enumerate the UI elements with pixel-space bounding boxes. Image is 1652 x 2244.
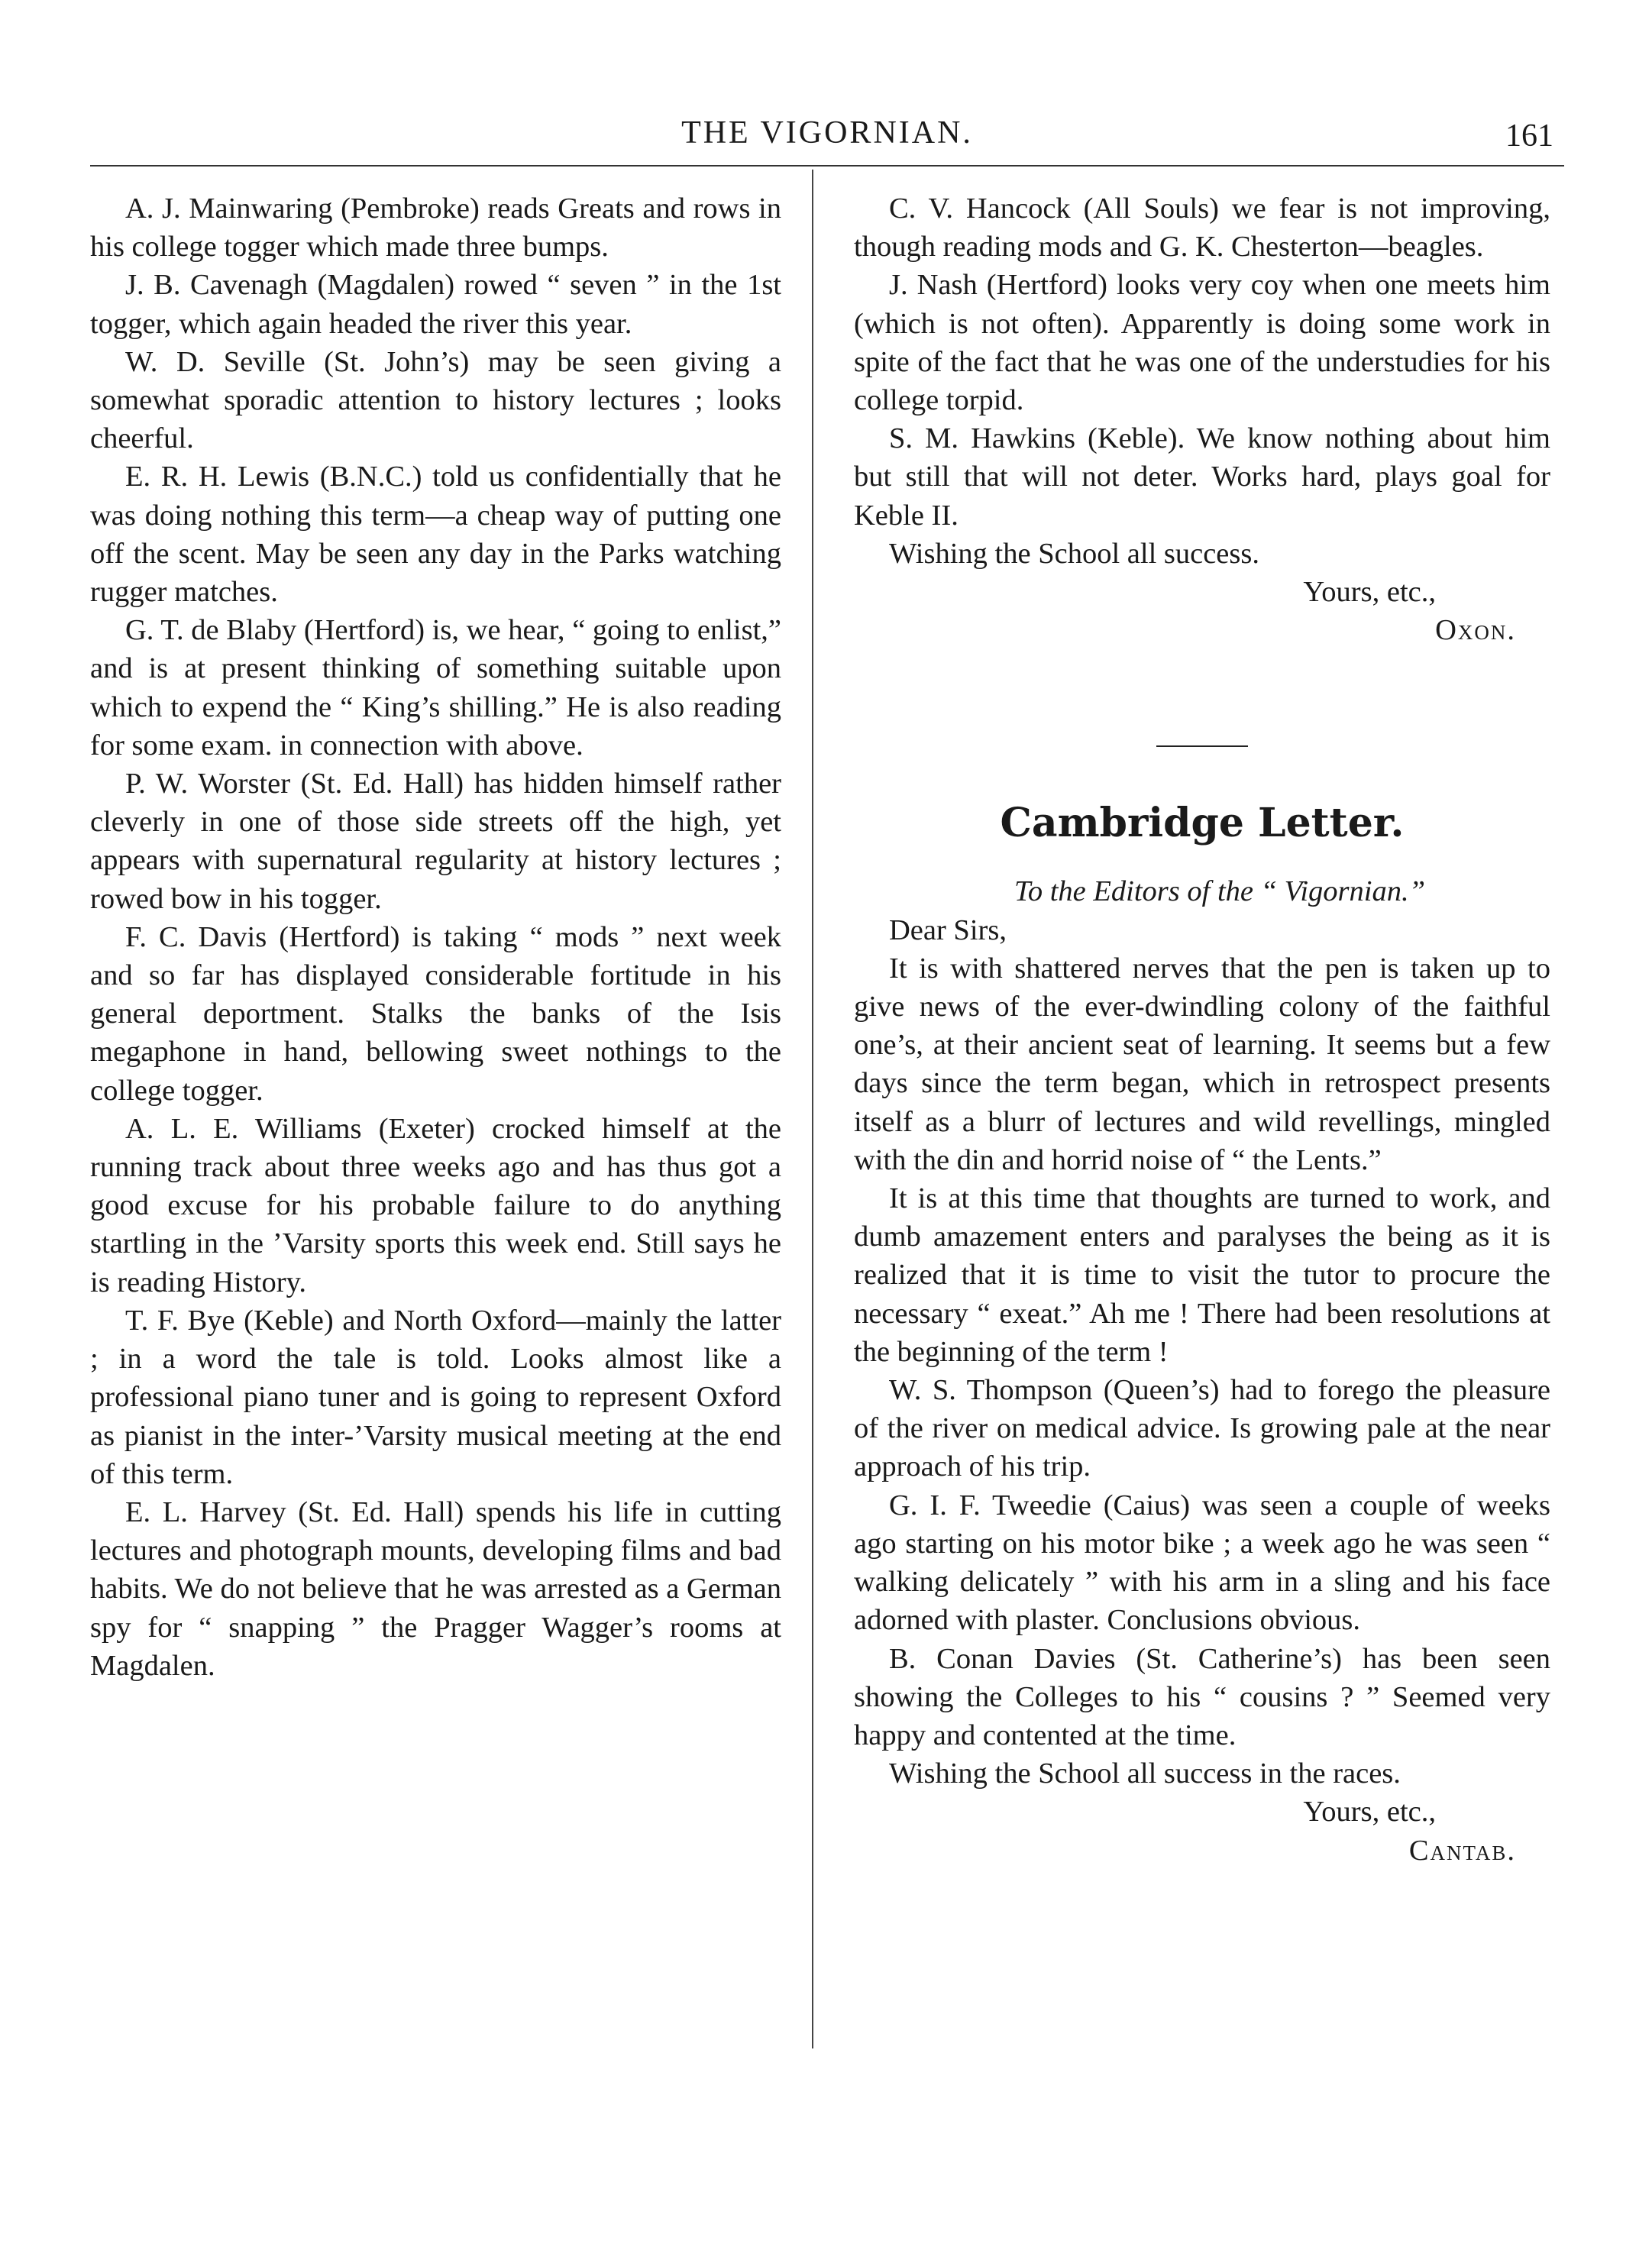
letter-closing: Yours, etc., [1303,1796,1436,1829]
letter-closing: Yours, etc., [1303,576,1436,609]
right-column [854,189,1550,1870]
paragraph: F. C. Davis (Hertford) is taking “ mods ” next week and so far has displayed considerable fortitude in his general deportment. Stalks the banks of the Isis megaphone in hand, bellowing sweet nothings to the college togger. [90,920,781,1107]
paragraph: W. D. Seville (St. John’s) may be seen giving a somewhat sporadic attention to history lectures ; looks cheerful. [90,345,781,455]
paragraph: A. L. E. Williams (Exeter) crocked himself at the running track about three weeks ago and has thus got a good excuse for his probable failure to do anything startling in the ’Varsity sports this week end. Still says he is reading History. [90,1112,781,1298]
paragraph: G. T. de Blaby (Hertford) is, we hear, “ going to enlist,” and is at present thinking of something suitable upon which to expend the “ King’s shilling.” He is also reading for some exam. in connection with above. [90,614,781,761]
letter-signature: Cantab. [1408,1834,1516,1867]
paragraph: J. Nash (Hertford) looks very coy when one meets him (which is not often). Apparently is doing some work in spite of the fact that he was one of the understudies for his college torpid. [854,269,1550,417]
section-heading: Cambridge Letter. [1000,800,1405,847]
paragraph: Wishing the School all success. [889,537,1259,570]
paragraph: W. S. Thompson (Queen’s) had to forego the pleasure of the river on medical advice. Is growing pale at the near approach of his trip. [854,1374,1550,1483]
paragraph: J. B. Cavenagh (Magdalen) rowed “ seven ” in the 1st togger, which again headed the river this year. [90,269,781,340]
paragraph: It is at this time that thoughts are turned to work, and dumb amazement enters and paralyses the being as it is realized that it is time to visit the tutor to procure the necessary “ exeat.” Ah me ! There had been resolutions at the beginning of the term ! [854,1182,1550,1368]
header-rule [90,165,1564,167]
paragraph: E. R. H. Lewis (B.N.C.) told us confidentially that he was doing nothing this term—a cheap way of putting one off the scent. May be seen any day in the Parks watching rugger matches. [90,461,781,609]
paragraph: E. L. Harvey (St. Ed. Hall) spends his life in cutting lectures and photograph mounts, developing films and bad habits. We do not believe that he was arrested as a German spy for “ snapping ” the Pragger Wagger’s rooms at Magdalen. [90,1495,781,1682]
paragraph: C. V. Hancock (All Souls) we fear is not improving, though reading mods and G. K. Chesterton—beagles. [854,192,1550,264]
page-number: 161 [1505,118,1553,154]
paragraph: P. W. Worster (St. Ed. Hall) has hidden himself rather cleverly in one of those side streets off the high, yet appears with supernatural regularity at history lectures ; rowed bow in his togger. [90,768,781,915]
paragraph: B. Conan Davies (St. Catherine’s) has been seen showing the Colleges to his “ cousins ? ” Seemed very happy and contented at the time. [854,1642,1550,1751]
paragraph: S. M. Hawkins (Keble). We know nothing about him but still that will not deter. Works hard, plays goal for Keble II. [854,422,1550,532]
paragraph: It is with shattered nerves that the pen is taken up to give news of the ever-dwindling colony of the faithful one’s, at their ancient seat of learning. It seems but a few days since the term began, which in retrospect presents itself as a blurr of lectures and wild revellings, mingled with the din and horrid noise of “ the Lents.” [854,952,1550,1176]
section-divider [1156,745,1248,747]
page-header [90,115,1564,160]
paragraph: Wishing the School all success in the races. [889,1757,1401,1790]
letter-salutation: Dear Sirs, [889,913,1007,946]
letter-address: To the Editors of the “ Vigornian.” [1014,875,1425,908]
journal-title: THE VIGORNIAN. [681,115,973,150]
letter-signature: Oxon. [1435,614,1516,647]
paragraph: A. J. Mainwaring (Pembroke) reads Greats and rows in his college togger which made three bumps. [90,192,781,264]
column-divider [812,170,813,2048]
oxford-letter [854,189,1550,649]
cambridge-letter [854,799,1550,1869]
left-column [90,189,781,1685]
paragraph: T. F. Bye (Keble) and North Oxford—mainly the latter ; in a word the tale is told. Looks almost like a professional piano tuner and is going to represent Oxford as pianist in the inter-’Varsity musical meeting at the end of this term. [90,1304,781,1490]
paragraph: G. I. F. Tweedie (Caius) was seen a couple of weeks ago starting on his motor bike ; a week ago he was seen “ walking delicately ” with his arm in a sling and his face adorned with plaster. Conclusions obvious. [854,1489,1550,1637]
